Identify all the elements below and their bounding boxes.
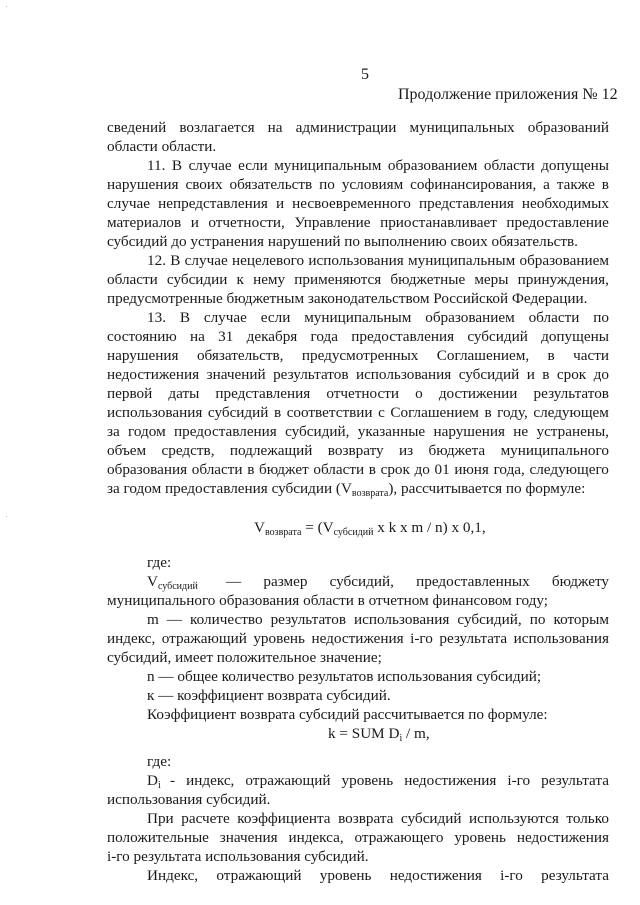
variable-definition-line: муниципального образования области в отчетном финансовом году; <box>107 592 548 609</box>
word: возврату <box>327 442 384 459</box>
word: в <box>601 176 609 193</box>
paragraph-line: Коэффициент возврата субсидий рассчитывается по формуле: <box>147 706 548 723</box>
word: только <box>566 810 609 827</box>
word: субсидий <box>467 328 528 345</box>
word: несвоевременного <box>292 195 411 212</box>
word: уровень <box>454 829 506 846</box>
word: состоянию <box>107 328 177 345</box>
word: представления <box>215 385 311 402</box>
paragraph-13-line <box>107 327 609 346</box>
word: года <box>310 328 339 345</box>
paragraph-13-line <box>107 479 585 498</box>
word: Соглашением <box>390 404 479 421</box>
word: результатов <box>273 366 349 383</box>
word: i-го <box>410 630 433 647</box>
word: - <box>170 772 176 789</box>
word: части <box>573 347 609 364</box>
word: средств, <box>161 442 215 459</box>
word: уровень <box>253 630 305 647</box>
paragraph-line <box>107 118 609 137</box>
word: результатов <box>270 611 347 628</box>
word: муниципальным <box>408 252 516 269</box>
subscript: i <box>399 733 403 744</box>
text-span: ), рассчитывается по формуле: <box>388 480 586 497</box>
paragraph-13-line <box>107 346 609 365</box>
word: отражающий <box>161 630 247 647</box>
word: отражающего <box>354 829 444 846</box>
formula-symbol: D <box>147 772 158 789</box>
word: а <box>543 176 550 193</box>
word: образованием <box>387 157 478 174</box>
word: если <box>260 309 291 326</box>
word: до <box>593 366 609 383</box>
word: результата <box>541 867 609 884</box>
word: указанные <box>357 423 426 440</box>
word: отчетности <box>326 385 399 402</box>
word: недостижения <box>389 867 482 884</box>
word: образований <box>527 119 609 136</box>
word: результата <box>541 772 609 789</box>
word: непредставления <box>158 195 268 212</box>
variable-definition-line: использования субсидий. <box>107 791 271 808</box>
word: муниципального <box>500 442 609 459</box>
word: субсидий <box>458 366 520 383</box>
word: своих <box>185 176 223 193</box>
word: В <box>179 309 190 326</box>
word: бюджету <box>551 573 609 590</box>
paragraph-line <box>147 809 609 828</box>
word: с <box>378 404 385 421</box>
word: предоставленных <box>416 573 530 590</box>
subscript: возврата <box>351 488 389 499</box>
paragraph-line <box>107 828 609 847</box>
text-span: за годом предоставления субсидии (V <box>107 480 352 497</box>
word: используются <box>468 810 559 827</box>
word: использования <box>107 404 203 421</box>
variable-definition-line <box>147 771 161 790</box>
word: муниципальным <box>274 157 382 174</box>
word: о <box>415 385 423 402</box>
word: за <box>107 423 120 440</box>
word: годом <box>128 423 166 440</box>
word: — <box>166 611 183 628</box>
paragraph-line: области области. <box>107 138 217 155</box>
word: на <box>190 328 205 345</box>
word: случае <box>107 195 151 212</box>
paragraph-line <box>147 866 609 885</box>
word: индекса, <box>288 829 344 846</box>
word: не <box>513 423 529 440</box>
paragraph-13-line <box>107 441 609 460</box>
paragraph-13-line <box>107 384 609 403</box>
word: коэффициента <box>237 810 331 827</box>
word: использования <box>513 630 609 647</box>
word: m <box>147 611 159 628</box>
word: расчете <box>181 810 230 827</box>
word: случае <box>203 309 247 326</box>
word: на <box>267 119 283 136</box>
word: отражающий <box>216 867 302 884</box>
word: области <box>528 309 580 326</box>
word: срок <box>556 366 587 383</box>
paragraph-13-line <box>107 403 609 422</box>
word: i-го <box>507 772 531 789</box>
word: обязательств, <box>196 347 284 364</box>
word: отчетности, <box>208 214 285 231</box>
variable-definition-line <box>107 629 609 648</box>
word: области <box>483 157 535 174</box>
paragraph-12-line <box>147 251 609 270</box>
word: недостижения <box>404 772 497 789</box>
word: достижении <box>438 385 518 402</box>
word: области <box>107 271 158 288</box>
where-label: где: <box>147 753 172 770</box>
subscript: возврата <box>264 527 302 538</box>
word: нарушения <box>107 347 179 364</box>
paragraph-13-line <box>107 365 609 384</box>
formula-coefficient <box>328 724 430 743</box>
formula-text: k = SUM D <box>328 725 400 742</box>
subscript: i <box>157 780 161 791</box>
scan-dot <box>6 516 7 517</box>
word: муниципальным <box>304 309 412 326</box>
word: возврата <box>338 810 394 827</box>
word: нарушения <box>433 423 505 440</box>
word: в <box>273 404 282 421</box>
word: допущены <box>541 157 609 174</box>
word: приостанавливает <box>380 214 497 231</box>
word: В <box>170 252 181 269</box>
word: обязательств <box>229 176 313 193</box>
formula-text: x k x m / n) x 0,1, <box>373 519 486 536</box>
word: в <box>484 404 492 421</box>
word: в <box>368 461 376 478</box>
word: первой <box>107 385 153 402</box>
appendix-title: Продолжение приложения № 12 <box>398 86 618 103</box>
word: условиям <box>341 176 404 193</box>
word: по <box>593 309 609 326</box>
word: случае <box>188 157 232 174</box>
word: предусмотренных <box>301 347 419 364</box>
word: если <box>238 157 268 174</box>
word: следующего <box>529 461 609 478</box>
word: нецелевого <box>231 252 305 269</box>
word: использования <box>355 366 452 383</box>
paragraph-11-line <box>147 156 609 175</box>
word: июня <box>454 461 489 478</box>
word: недостижения <box>311 630 404 647</box>
word: бюджета <box>428 442 486 459</box>
word: бюджетные <box>390 271 466 288</box>
word: декабря <box>246 328 298 345</box>
word: софинансирования, <box>410 176 537 193</box>
word: администрации <box>295 119 397 136</box>
word: субсидий <box>400 810 462 827</box>
word: 31 <box>218 328 234 345</box>
word: применяются <box>294 271 382 288</box>
word: субсидий, <box>457 611 522 628</box>
word: значения <box>219 829 278 846</box>
word: объем <box>107 442 147 459</box>
word: В <box>171 157 183 174</box>
word: субсидий, <box>285 423 350 440</box>
word: и <box>275 195 285 212</box>
word: материалов <box>107 214 182 231</box>
word: нему <box>253 271 286 288</box>
scan-dot <box>6 6 7 7</box>
word: значений <box>206 366 266 383</box>
word: по <box>529 611 546 628</box>
variable-definition-line: субсидий, имеет положительное значение; <box>107 649 382 666</box>
paragraph-12-line <box>107 270 609 289</box>
word: в <box>542 366 550 383</box>
word: принуждения, <box>517 271 609 288</box>
word: к <box>236 271 244 288</box>
word: срок <box>380 461 410 478</box>
word: размер <box>263 573 308 590</box>
word: индекс, <box>186 772 235 789</box>
word: до <box>414 461 430 478</box>
word: следующем <box>533 404 609 421</box>
formula-return-volume <box>254 518 486 537</box>
variable-definition-line: n — общее количество результатов использования субсидий; <box>147 668 542 685</box>
word: уровень <box>319 867 372 884</box>
word: i-го <box>500 867 523 884</box>
paragraph-13-line <box>107 460 609 479</box>
word: субсидий, <box>329 573 394 590</box>
where-label: где: <box>147 554 172 571</box>
word: Индекс, <box>147 867 199 884</box>
word: предоставления <box>174 423 277 440</box>
word: подлежащий <box>229 442 313 459</box>
word: области <box>313 461 365 478</box>
word: образованием <box>519 252 609 269</box>
word: недостижения <box>516 829 609 846</box>
word: уровень <box>341 772 394 789</box>
variable-definition-line <box>170 771 609 790</box>
word: количество <box>190 611 263 628</box>
word: меры <box>474 271 509 288</box>
word: результата <box>439 630 508 647</box>
word: — <box>226 573 242 590</box>
formula-symbol: V <box>147 573 158 590</box>
variable-definition-line <box>147 610 609 629</box>
word: 13. <box>147 309 166 326</box>
subscript: субсидий <box>333 527 374 538</box>
word: использования <box>308 252 404 269</box>
word: субсидии <box>166 271 228 288</box>
variable-definition-line <box>147 572 198 591</box>
formula-text: = (V <box>301 519 334 536</box>
word: индекс, <box>107 630 156 647</box>
word: даты <box>168 385 200 402</box>
word: образованием <box>425 309 515 326</box>
word: которым <box>553 611 609 628</box>
word: предоставления <box>351 328 455 345</box>
word: году, <box>497 404 528 421</box>
word: положительные <box>107 829 209 846</box>
word: возлагается <box>179 119 255 136</box>
word: сведений <box>107 119 167 136</box>
word: муниципальных <box>409 119 515 136</box>
word: отражающий <box>245 772 331 789</box>
word: необходимых <box>521 195 609 212</box>
word: использования <box>354 611 450 628</box>
paragraph-11-line: субсидий до устранения нарушений по выполнению своих обязательств. <box>107 233 578 250</box>
paragraph-13-line <box>107 422 609 441</box>
paragraph-11-line <box>107 213 609 232</box>
word: и <box>190 214 199 231</box>
word: субсидий <box>207 404 269 421</box>
word: образования <box>107 461 188 478</box>
word: области <box>191 461 243 478</box>
word: в <box>247 461 255 478</box>
variable-definition-line: к — коэффициент возврата субсидий. <box>147 687 391 704</box>
word: года, <box>493 461 525 478</box>
word: недостижения <box>107 366 200 383</box>
word: допущены <box>541 328 609 345</box>
word: устранены, <box>536 423 609 440</box>
word: представления <box>419 195 514 212</box>
word: и <box>526 366 535 383</box>
word: нарушения <box>107 176 179 193</box>
word: При <box>147 810 174 827</box>
subscript: субсидий <box>157 581 198 592</box>
paragraph-12-line: предусмотренные бюджетным законодательством Российской Федерации. <box>107 290 588 307</box>
word: по <box>319 176 335 193</box>
word: также <box>556 176 595 193</box>
word: 12. <box>147 252 166 269</box>
word: бюджет <box>259 461 309 478</box>
word: 11. <box>147 157 166 174</box>
word: соответствии <box>286 404 373 421</box>
formula-text: / m, <box>402 725 430 742</box>
paragraph-11-line <box>107 175 609 194</box>
paragraph-11-line <box>107 194 609 213</box>
word: Соглашением, <box>436 347 530 364</box>
word: 01 <box>434 461 450 478</box>
word: в <box>547 347 555 364</box>
variable-definition-line <box>226 572 609 591</box>
word: результатов <box>533 385 609 402</box>
paragraph-line: i-го результата использования субсидий. <box>107 848 369 865</box>
word: случае <box>184 252 228 269</box>
word: Управление <box>294 214 371 231</box>
paragraph-13-line <box>147 308 609 327</box>
word: предоставление <box>506 214 609 231</box>
formula-symbol: V <box>254 519 265 536</box>
word: из <box>399 442 414 459</box>
page-number: 5 <box>361 66 369 83</box>
